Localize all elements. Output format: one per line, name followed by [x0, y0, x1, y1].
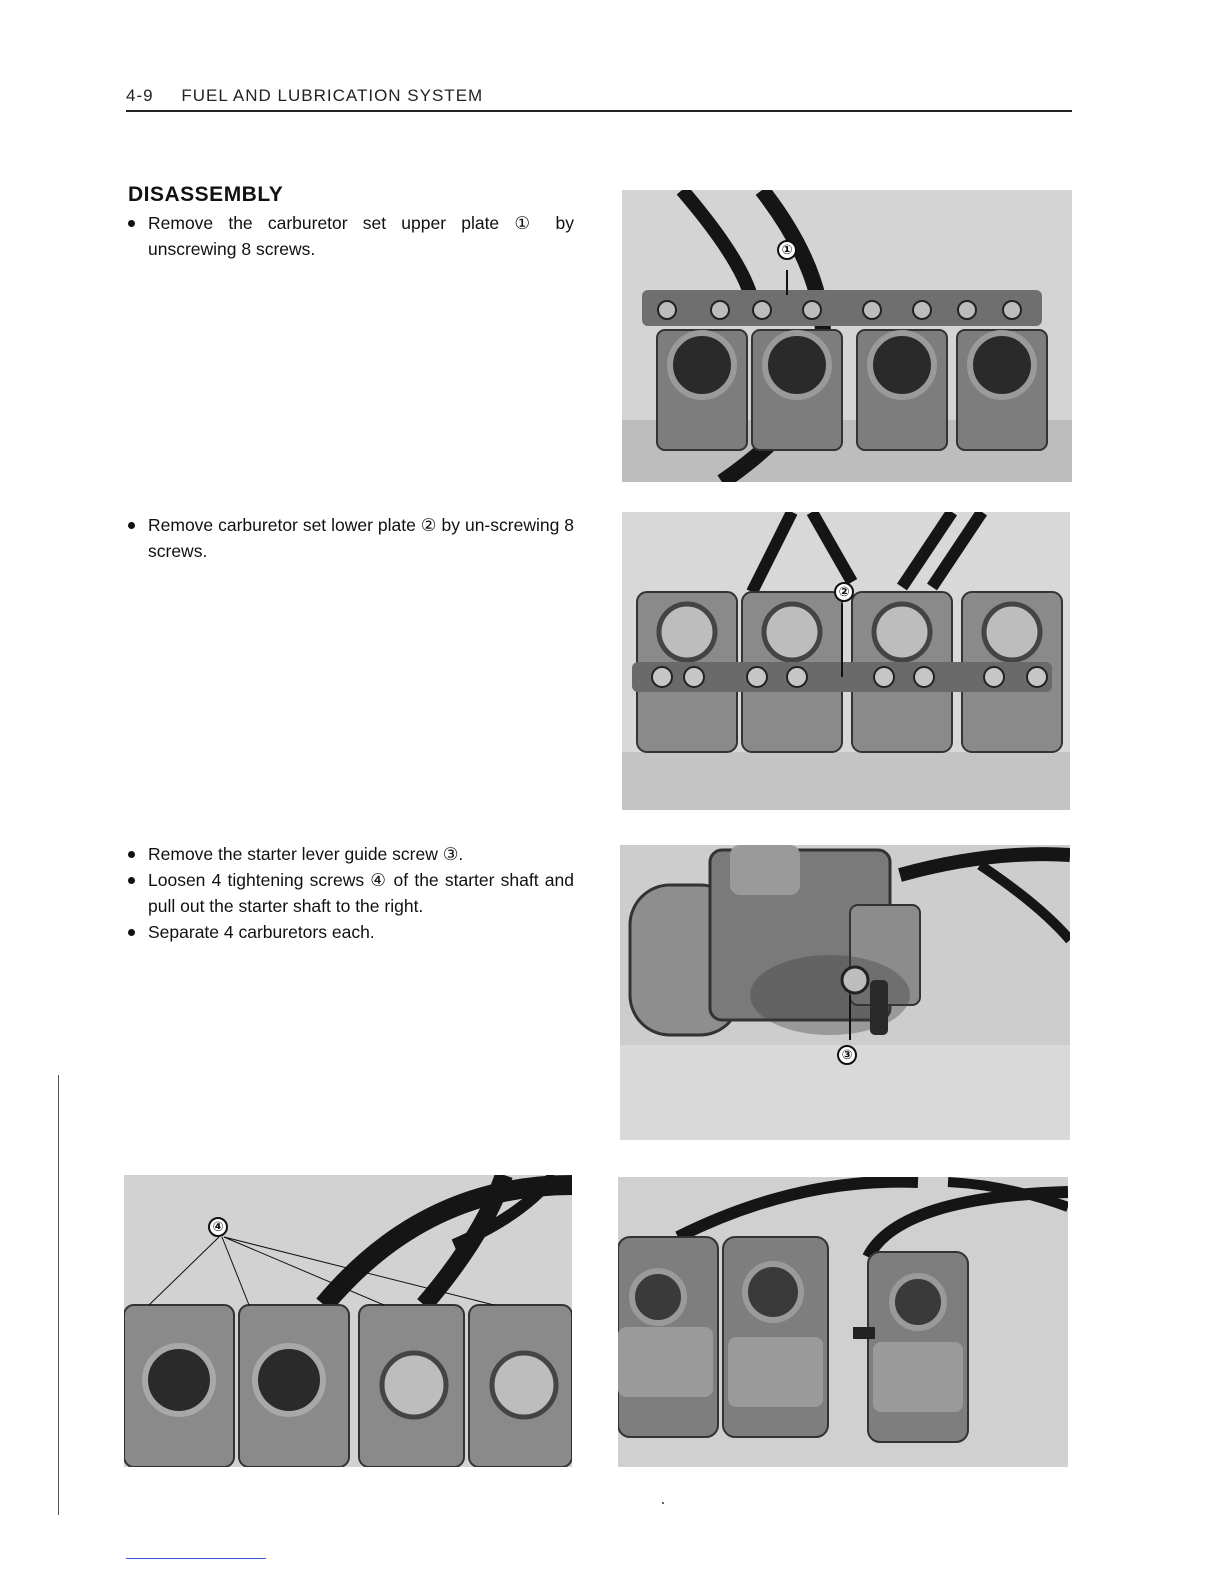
step-item: [128, 512, 574, 564]
header-rule: [126, 110, 1072, 112]
callout-2: ②: [834, 582, 854, 602]
page-number: 4-9: [126, 86, 154, 105]
photo-separated-carburetors: [618, 1177, 1068, 1467]
step-item: [128, 841, 574, 867]
step-item: [128, 919, 574, 945]
bullet-icon: [128, 522, 135, 529]
callout-3: ③: [837, 1045, 857, 1065]
step-text: Remove carburetor set lower plate ② by un-screwing 8 screws.: [148, 515, 574, 561]
bullet-icon: [128, 929, 135, 936]
photo-starter-lever-guide-screw: [620, 845, 1070, 1140]
bullet-icon: [128, 877, 135, 884]
running-header: [126, 86, 1072, 106]
bullet-icon: [128, 851, 135, 858]
section-title: DISASSEMBLY: [128, 183, 284, 206]
step-block-2: [128, 512, 574, 564]
section-name: FUEL AND LUBRICATION SYSTEM: [181, 86, 484, 105]
scan-speck: [662, 1502, 664, 1504]
photo-lower-plate: [622, 512, 1070, 810]
step-text: Loosen 4 tightening screws ④ of the starter shaft and pull out the starter shaft to the right.: [148, 870, 574, 916]
callout-1: ①: [777, 240, 797, 260]
footer-rule: [126, 1558, 266, 1559]
step-block-3: [128, 841, 574, 945]
step-text: Remove the carburetor set upper plate ① by unscrewing 8 screws.: [148, 213, 574, 259]
photo-upper-plate: [622, 190, 1072, 482]
step-text: Separate 4 carburetors each.: [148, 922, 375, 942]
photo-tightening-screws: [124, 1175, 572, 1467]
margin-line: [58, 1075, 59, 1515]
step-item: [128, 210, 574, 262]
callout-4: ④: [208, 1217, 228, 1237]
step-text: Remove the starter lever guide screw ③.: [148, 844, 464, 864]
bullet-icon: [128, 220, 135, 227]
step-block-1: [128, 210, 574, 262]
step-item: [128, 867, 574, 919]
